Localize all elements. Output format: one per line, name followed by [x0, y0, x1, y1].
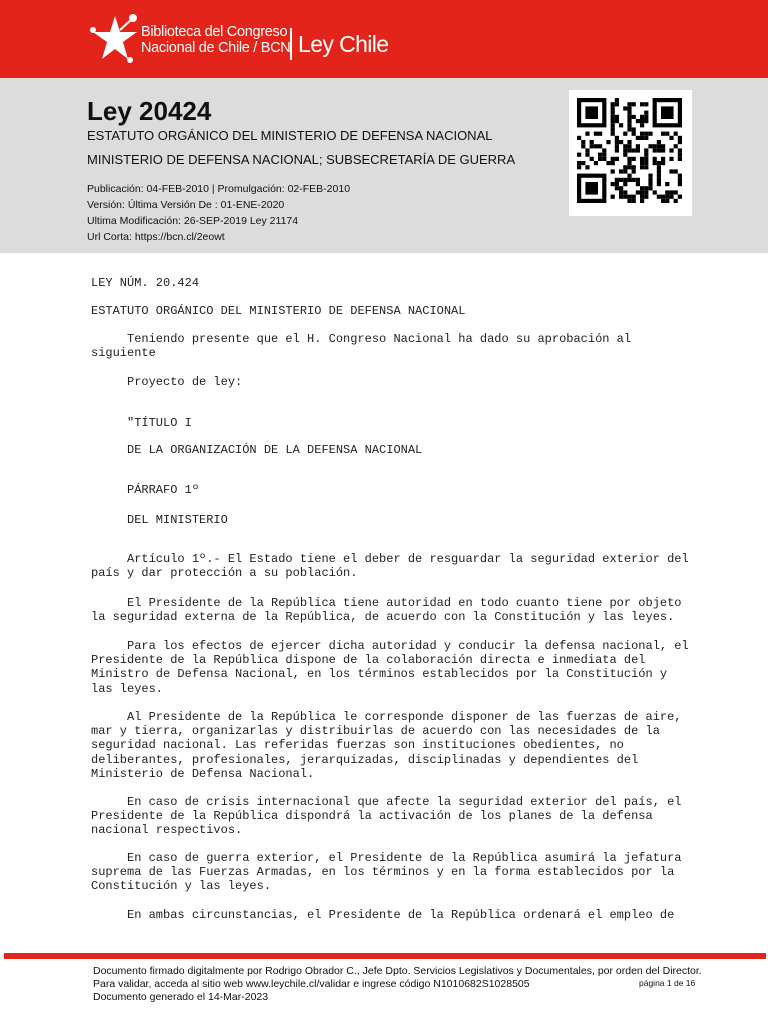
bcn-org-line2: Nacional de Chile / BCN [141, 40, 291, 56]
page-number: página 1 de 16 [639, 978, 696, 988]
bcn-org-line1: Biblioteca del Congreso [141, 24, 288, 40]
body-paragraph: Artículo 1º.- El Estado tiene el deber de resguardar la seguridad exterior del país y dar protección a su población. [91, 552, 689, 581]
body-paragraph: LEY NÚM. 20.424 [91, 276, 200, 290]
ley-chile-logo[interactable]: Ley Chile [298, 31, 389, 57]
qr-code-icon[interactable] [569, 90, 692, 216]
body-paragraph: En caso de crisis internacional que afecte la seguridad exterior del país, el Presidente de la República dispondrá la activación de los planes de la defensa nacional respectivos. [91, 795, 682, 838]
body-paragraph: DEL MINISTERIO [91, 513, 228, 527]
logo-separator [290, 28, 292, 60]
body-paragraph: Proyecto de ley: [91, 375, 243, 389]
footer-rule [4, 953, 766, 959]
body-paragraph: El Presidente de la República tiene autoridad en todo cuanto tiene por objeto la seguridad externa de la República, de acuerdo con la Constitución y las leyes. [91, 596, 682, 625]
body-paragraph: "TÍTULO I [91, 416, 192, 430]
bcn-star-logo-icon [86, 10, 144, 68]
last-modification: Ultima Modificación: 26-SEP-2019 Ley 21174 [87, 215, 299, 227]
publication-dates: Publicación: 04-FEB-2010 | Promulgación: 02-FEB-2010 [87, 183, 351, 195]
body-paragraph: Para los efectos de ejercer dicha autoridad y conducir la defensa nacional, el Presidente de la República dispone de la colaboración directa e inmediata del Ministro de Defensa Nacional, en los términos establecidos por la Constitución y las leyes. [91, 639, 689, 696]
body-paragraph: DE LA ORGANIZACIÓN DE LA DEFENSA NACIONAL [91, 443, 423, 457]
body-paragraph: ESTATUTO ORGÁNICO DEL MINISTERIO DE DEFENSA NACIONAL [91, 304, 466, 318]
short-url[interactable]: Url Corta: https://bcn.cl/2eowt [87, 231, 225, 243]
body-paragraph: En caso de guerra exterior, el Presidente de la República asumirá la jefatura suprema de las Fuerzas Armadas, en los términos y en la forma establecidos por la Constitución y las leyes. [91, 851, 682, 894]
footer-validation: Para validar, acceda al sitio web www.leychile.cl/validar e ingrese código N1010682S1028505 [93, 978, 530, 990]
footer-generated: Documento generado el 14-Mar-2023 [93, 991, 269, 1003]
body-paragraph: PÁRRAFO 1º [91, 483, 200, 497]
body-paragraph: Teniendo presente que el H. Congreso Nacional ha dado su aprobación al siguiente [91, 332, 632, 361]
body-paragraph: En ambas circunstancias, el Presidente de la República ordenará el empleo de [91, 908, 675, 922]
body-paragraph: Al Presidente de la República le corresponde disponer de las fuerzas de aire, mar y tierra, organizarlas y distribuirlas de acuerdo con las necesidades de la seguridad nacional. Las referidas fuerzas son instituciones obedientes, no deliberantes, profesionales, jerarquizadas, disciplinadas y dependientes del Ministerio de Defensa Nacional. [91, 710, 682, 781]
footer-signature: Documento firmado digitalmente por Rodrigo Obrador C., Jefe Dpto. Servicios Legislativos y Documentales, por orden del Director. [93, 965, 702, 977]
bcn-logo-text[interactable] [141, 24, 290, 56]
law-subtitle-organism: MINISTERIO DE DEFENSA NACIONAL; SUBSECRETARÍA DE GUERRA [87, 152, 516, 167]
version-info: Versión: Última Versión De : 01-ENE-2020 [87, 199, 285, 211]
law-title: Ley 20424 [87, 96, 212, 126]
law-subtitle-name: ESTATUTO ORGÁNICO DEL MINISTERIO DE DEFENSA NACIONAL [87, 128, 493, 143]
